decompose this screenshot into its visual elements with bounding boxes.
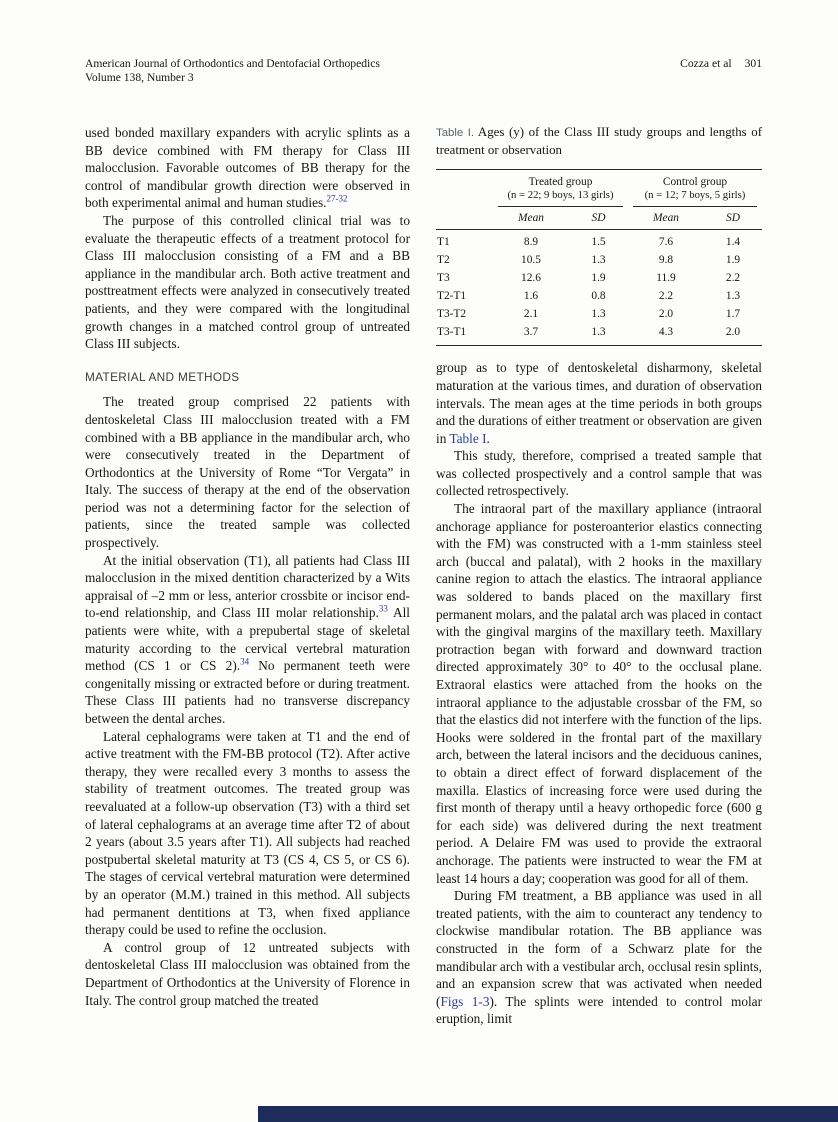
cell: 1.9: [725, 254, 741, 267]
control-group-header: [628, 169, 762, 207]
empty-cell: [436, 207, 493, 230]
running-head-right: [680, 57, 762, 71]
page-number: 301: [744, 57, 762, 70]
group-n: (n = 22; 9 boys, 13 girls): [507, 188, 614, 201]
two-column-body: [85, 124, 762, 1028]
table-1-link[interactable]: Table I: [449, 430, 487, 446]
paragraph-text: .: [486, 430, 490, 446]
col-header-mean: Mean: [493, 207, 569, 230]
paragraph: [85, 393, 410, 551]
paragraph: [436, 447, 762, 500]
paragraph-text: The purpose of this controlled clinical trial was to evaluate the therapeutic effects of a treatment protocol for Class III malocclusion consisting of a FM and a BB appliance in the mandibular arch. Both active treatment and posttreatment effects were analyzed in consecutively treated patients, and they were compared with the longitudinal growth changes in a matched control group of untreated Class III subjects.: [85, 212, 410, 352]
cell: 7.6: [658, 236, 674, 249]
paragraph: [85, 939, 410, 1009]
group-header-row: [436, 169, 762, 207]
paragraph-text: During FM treatment, a BB appliance was used in all treated patients, with the aim to counteract any tendency to clockwise mandibular rotation. The BB appliance was constructed in the form of a Schwarz plate for the mandibular arch with a vestibular arch, occlusal resin splints, and an expansion screw that was activated when needed (: [436, 888, 762, 1009]
row-label: T2: [437, 254, 450, 267]
row-label: T3-T2: [437, 308, 467, 321]
cell: 1.7: [725, 308, 741, 321]
cell: 10.5: [521, 254, 541, 267]
cell: 2.0: [704, 324, 762, 346]
cell: 2.2: [725, 272, 741, 285]
paragraph-text: This study, therefore, comprised a treated sample that was collected prospectively and a control sample that was collected retrospectively.: [436, 448, 762, 499]
journal-title: American Journal of Orthodontics and Dentofacial Orthopedics: [85, 57, 380, 70]
cell: 2.0: [658, 308, 674, 321]
figs-1-3-link[interactable]: Figs 1-3: [440, 993, 490, 1009]
paragraph-text: At the initial observation (T1), all patients had Class III malocclusion in the mixed dentition characterized by a Wits appraisal of –2 mm or less, anterior crossbite or incisor end-to-end relationship, and Class III molar relationship.: [85, 552, 410, 621]
paragraph: [85, 552, 410, 728]
row-label: T3: [437, 272, 450, 285]
cell: 12.6: [521, 272, 541, 285]
group-name: Control group: [662, 175, 728, 188]
paragraph-text: group as to type of dentoskeletal disharmony, skeletal maturation at the various times, and duration of observation intervals. The mean ages at the time periods in both groups and the durations of either treatment or observation are given in: [436, 360, 762, 446]
table-row: [436, 306, 762, 324]
paragraph: [85, 212, 410, 353]
paragraph-text: ). The splints were intended to control molar eruption, limit: [436, 993, 762, 1027]
table-1-caption-text: Ages (y) of the Class III study groups and lengths of treatment or observation: [436, 125, 763, 157]
left-column: [85, 124, 410, 1028]
cell: 0.8: [591, 290, 606, 303]
table-row: [436, 324, 762, 346]
paragraph: [436, 500, 762, 887]
running-header: [85, 57, 762, 85]
cell: 4.3: [628, 324, 704, 346]
col-header-sd: SD: [704, 207, 762, 230]
journal-issue: Volume 138, Number 3: [85, 71, 194, 85]
ref-33-link[interactable]: 33: [378, 604, 388, 615]
right-column: [436, 124, 762, 1028]
paragraph-text: No permanent teeth were congenitally missing or extracted before or during treatment. These Class III patients had no transverse discrepancy between the dental arches.: [85, 658, 410, 726]
empty-cell: [436, 169, 493, 207]
group-n: (n = 12; 7 boys, 5 girls): [644, 188, 746, 201]
table-row: [436, 230, 762, 252]
ref-34-link[interactable]: 34: [240, 656, 250, 667]
cell: 1.9: [591, 272, 606, 285]
row-label: T1: [437, 236, 450, 249]
paragraph: [436, 359, 762, 447]
table-row: [436, 270, 762, 288]
table-1-block: [436, 124, 762, 346]
cell: 1.3: [591, 254, 606, 267]
col-header-mean: Mean: [628, 207, 704, 230]
table-1-caption: [436, 124, 762, 159]
paragraph: [85, 124, 410, 212]
treated-group-header: [493, 169, 628, 207]
cell: 3.7: [493, 324, 569, 346]
cell: 11.9: [656, 272, 676, 285]
cell: 2.1: [523, 308, 539, 321]
paragraph-text: The intraoral part of the maxillary appliance (intraoral anchorage appliance for posteroanterior elastics connecting with the FM) was constructed with a 1-mm stainless steel arch (buccal and palatal), with 2 hooks in the maxillary canine region to attach the elastics. The intraoral appliance was soldered to bands placed on the maxillary first permanent molars, and the palatal arch was placed in contact with the gingival margins of the maxillary teeth. Maxillary protraction began with forward and downward traction directed approximately 30° to 40° to the occlusal plane. Extraoral elastics were attached from the hooks on the intraoral appliance to the adjustable crossbar of the FM, so that the elastics did not interfere with the function of the lips. Hooks were soldered in the frontal part of the maxillary arch, between the lateral incisors and the deciduous canines, to obtain a direct effect of forward displacement of the maxilla. Elastics of increasing force were used during the first month of therapy until a heavy orthopedic force (600 g for each side) was delivered during the next treatment period. A Delaire FM was used to provide the extraoral anchorage. The patients were instructed to wear the FM at least 14 hours a day; cooperation was good for all of them.: [436, 501, 762, 886]
cell: 1.3: [569, 324, 628, 346]
authors-label: Cozza et al: [680, 57, 732, 70]
journal-identification: [85, 57, 380, 85]
section-heading-material-and-methods: MATERIAL AND METHODS: [85, 369, 240, 384]
paragraph-text: A control group of 12 untreated subjects with dentoskeletal Class III malocclusion was obtained from the Department of Orthodontics at the University of Florence in Italy. The control group matched the treated: [85, 939, 410, 1008]
cell: 1.4: [725, 236, 741, 249]
paragraph: [436, 887, 762, 1028]
cell: 1.6: [523, 290, 539, 303]
ages-table: [436, 169, 762, 347]
cell: 8.9: [523, 236, 539, 249]
cell: 1.3: [725, 290, 741, 303]
cell: 1.3: [591, 308, 606, 321]
cell: 1.5: [591, 236, 606, 249]
paragraph-text: The treated group comprised 22 patients with dentoskeletal Class III malocclusion treated with a FM combined with a BB appliance in the mandibular arch, who were consecutively treated in the Department of Orthodontics at the University of Rome “Tor Vergata” in Italy. The success of therapy at the end of the observation period was not a determining factor for the selection of patients, since the treated sample was collected prospectively.: [85, 394, 410, 551]
table-1-label: Table I.: [436, 127, 475, 139]
paragraph: [85, 728, 410, 939]
table-row: [436, 252, 762, 270]
row-label: T3-T1: [436, 324, 493, 346]
paragraph-text: used bonded maxillary expanders with acrylic splints as a BB device combined with FM therapy for Class III malocclusion. Favorable outcomes of BB therapy for the control of mandibular growth direction were observed in both experimental animal and human studies.: [85, 125, 410, 211]
paragraph-text: Lateral cephalograms were taken at T1 and the end of active treatment with the FM-BB protocol (T2). After active therapy, they were recalled every 3 months to assess the stability of treatment outcomes. The treated group was reevaluated at a follow-up observation (T3) with a third set of lateral cephalograms at an average time after T2 of about 2 years (about 3.5 years after T1). All subjects had reached postpubertal skeletal maturity at T3 (CS 4, CS 5, or CS 6). The stages of cervical vertebral maturation were determined by an operator (M.M.) trained in this method. All subjects had permanent dentitions at T3, when fixed appliance therapy could be used to refine the occlusion.: [85, 728, 410, 938]
stat-header-row: [436, 207, 762, 230]
paragraph-text: All patients were white, with a prepubertal stage of skeletal maturity according to the cervical vertebral maturation method (CS 1 or CS 2).: [85, 605, 410, 674]
bottom-navy-bar: [258, 1106, 838, 1122]
col-header-sd: SD: [569, 207, 628, 230]
group-name: Treated group: [528, 175, 593, 188]
cell: 2.2: [658, 290, 674, 303]
table-row: [436, 288, 762, 306]
cell: 9.8: [658, 254, 674, 267]
ref-27-32-link[interactable]: 27-32: [326, 193, 348, 204]
row-label: T2-T1: [437, 290, 467, 303]
